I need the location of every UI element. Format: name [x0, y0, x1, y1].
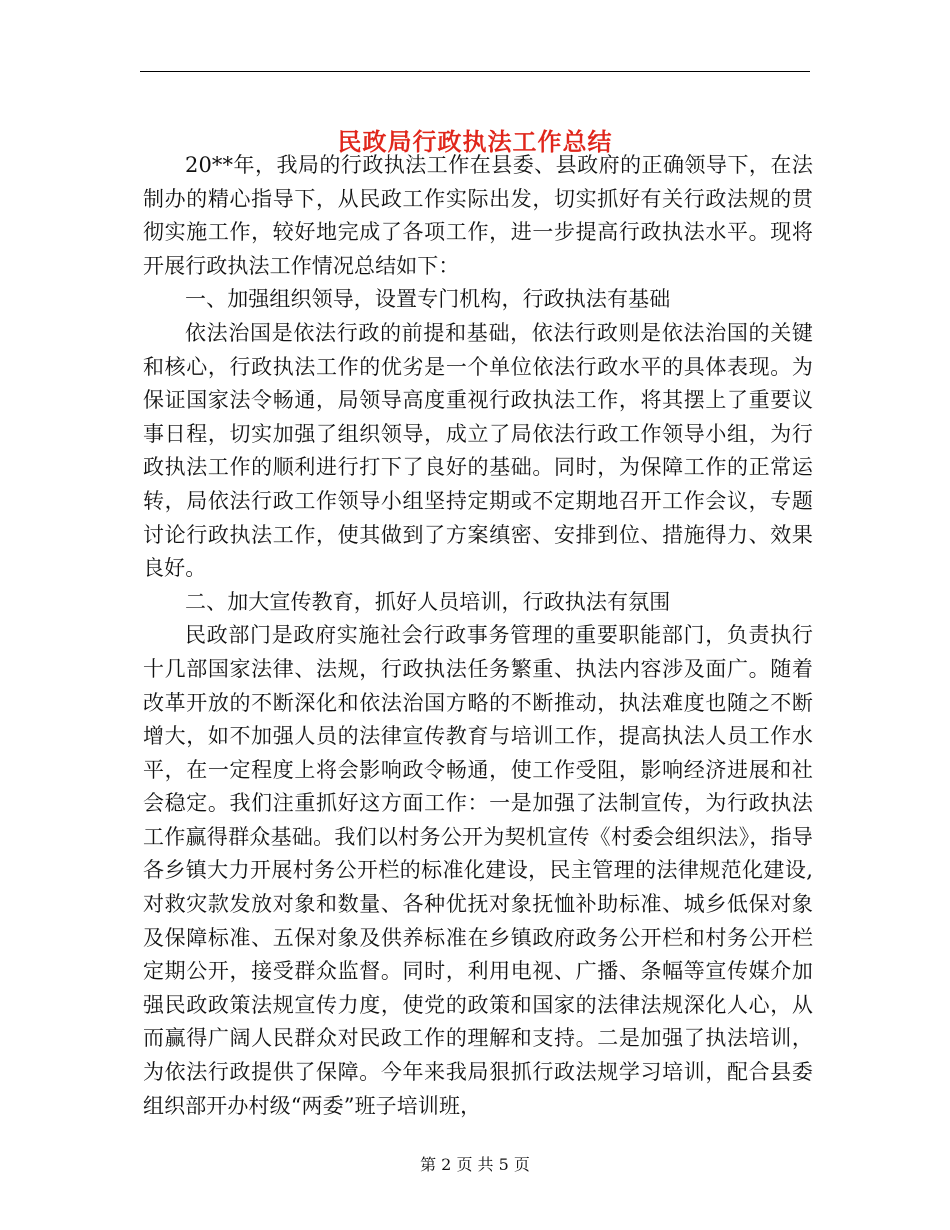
section-heading-2: 二、加大宣传教育，抓好人员培训，行政执法有氛围: [185, 589, 671, 614]
paragraph-section-1: 依法治国是依法行政的前提和基础，依法行政则是依法治国的关键和核心，行政执法工作的优劣是一个单位依法行政水平的具体表现。为保证国家法令畅通，局领导高度重视行政执法工作，将其摆上了重要议事日程，切实加强了组织领导，成立了局依法行政工作领导小组，为行政执法工作的顺利进行打下了良好的基础。同时，为保障工作的正常运转，局依法行政工作领导小组坚持定期或不定期地召开工作会议，专题讨论行政执法工作，使其做到了方案缜密、安排到位、措施得力、效果良好。: [143, 320, 813, 581]
header-rule: [140, 71, 810, 72]
document-body: [143, 149, 813, 1123]
section-heading-1: 一、加强组织领导，设置专门机构，行政执法有基础: [185, 287, 671, 312]
document-title: 民政局行政执法工作总结: [337, 127, 613, 157]
paragraph-section-2: 民政部门是政府实施社会行政事务管理的重要职能部门，负责执行十几部国家法律、法规，行政执法任务繁重、执法内容涉及面广。随着改革开放的不断深化和依法治国方略的不断推动，执法难度也随之不断增大，如不加强人员的法律宣传教育与培训工作，提高执法人员工作水平，在一定程度上将会影响政令畅通，使工作受阻，影响经济进展和社会稳定。我们注重抓好这方面工作：一是加强了法制宣传，为行政执法工作赢得群众基础。我们以村务公开为契机宣传《村委会组织法》，指导各乡镇大力开展村务公开栏的标准化建设，民主管理的法律规范化建设,对救灾款发放对象和数量、各种优抚对象抚恤补助标准、城乡低保对象及保障标准、五保对象及供养标准在乡镇政府政务公开栏和村务公开栏定期公开，接受群众监督。同时，利用电视、广播、条幅等宣传媒介加强民政政策法规宣传力度，使党的政策和国家的法律法规深化人心，从而赢得广阔人民群众对民政工作的理解和支持。二是加强了执法培训，为依法行政提供了保障。今年来我局狠抓行政法规学习培训，配合县委组织部开办村级“两委”班子培训班，: [143, 623, 813, 1118]
paragraph-intro: 20**年，我局的行政执法工作在县委、县政府的正确领导下，在法制办的精心指导下，从民政工作实际出发，切实抓好有关行政法规的贯彻实施工作，较好地完成了各项工作，进一步提高行政执法水平。现将开展行政执法工作情况总结如下：: [143, 153, 813, 278]
page-number-footer: 第 2 页 共 5 页: [420, 1155, 530, 1174]
